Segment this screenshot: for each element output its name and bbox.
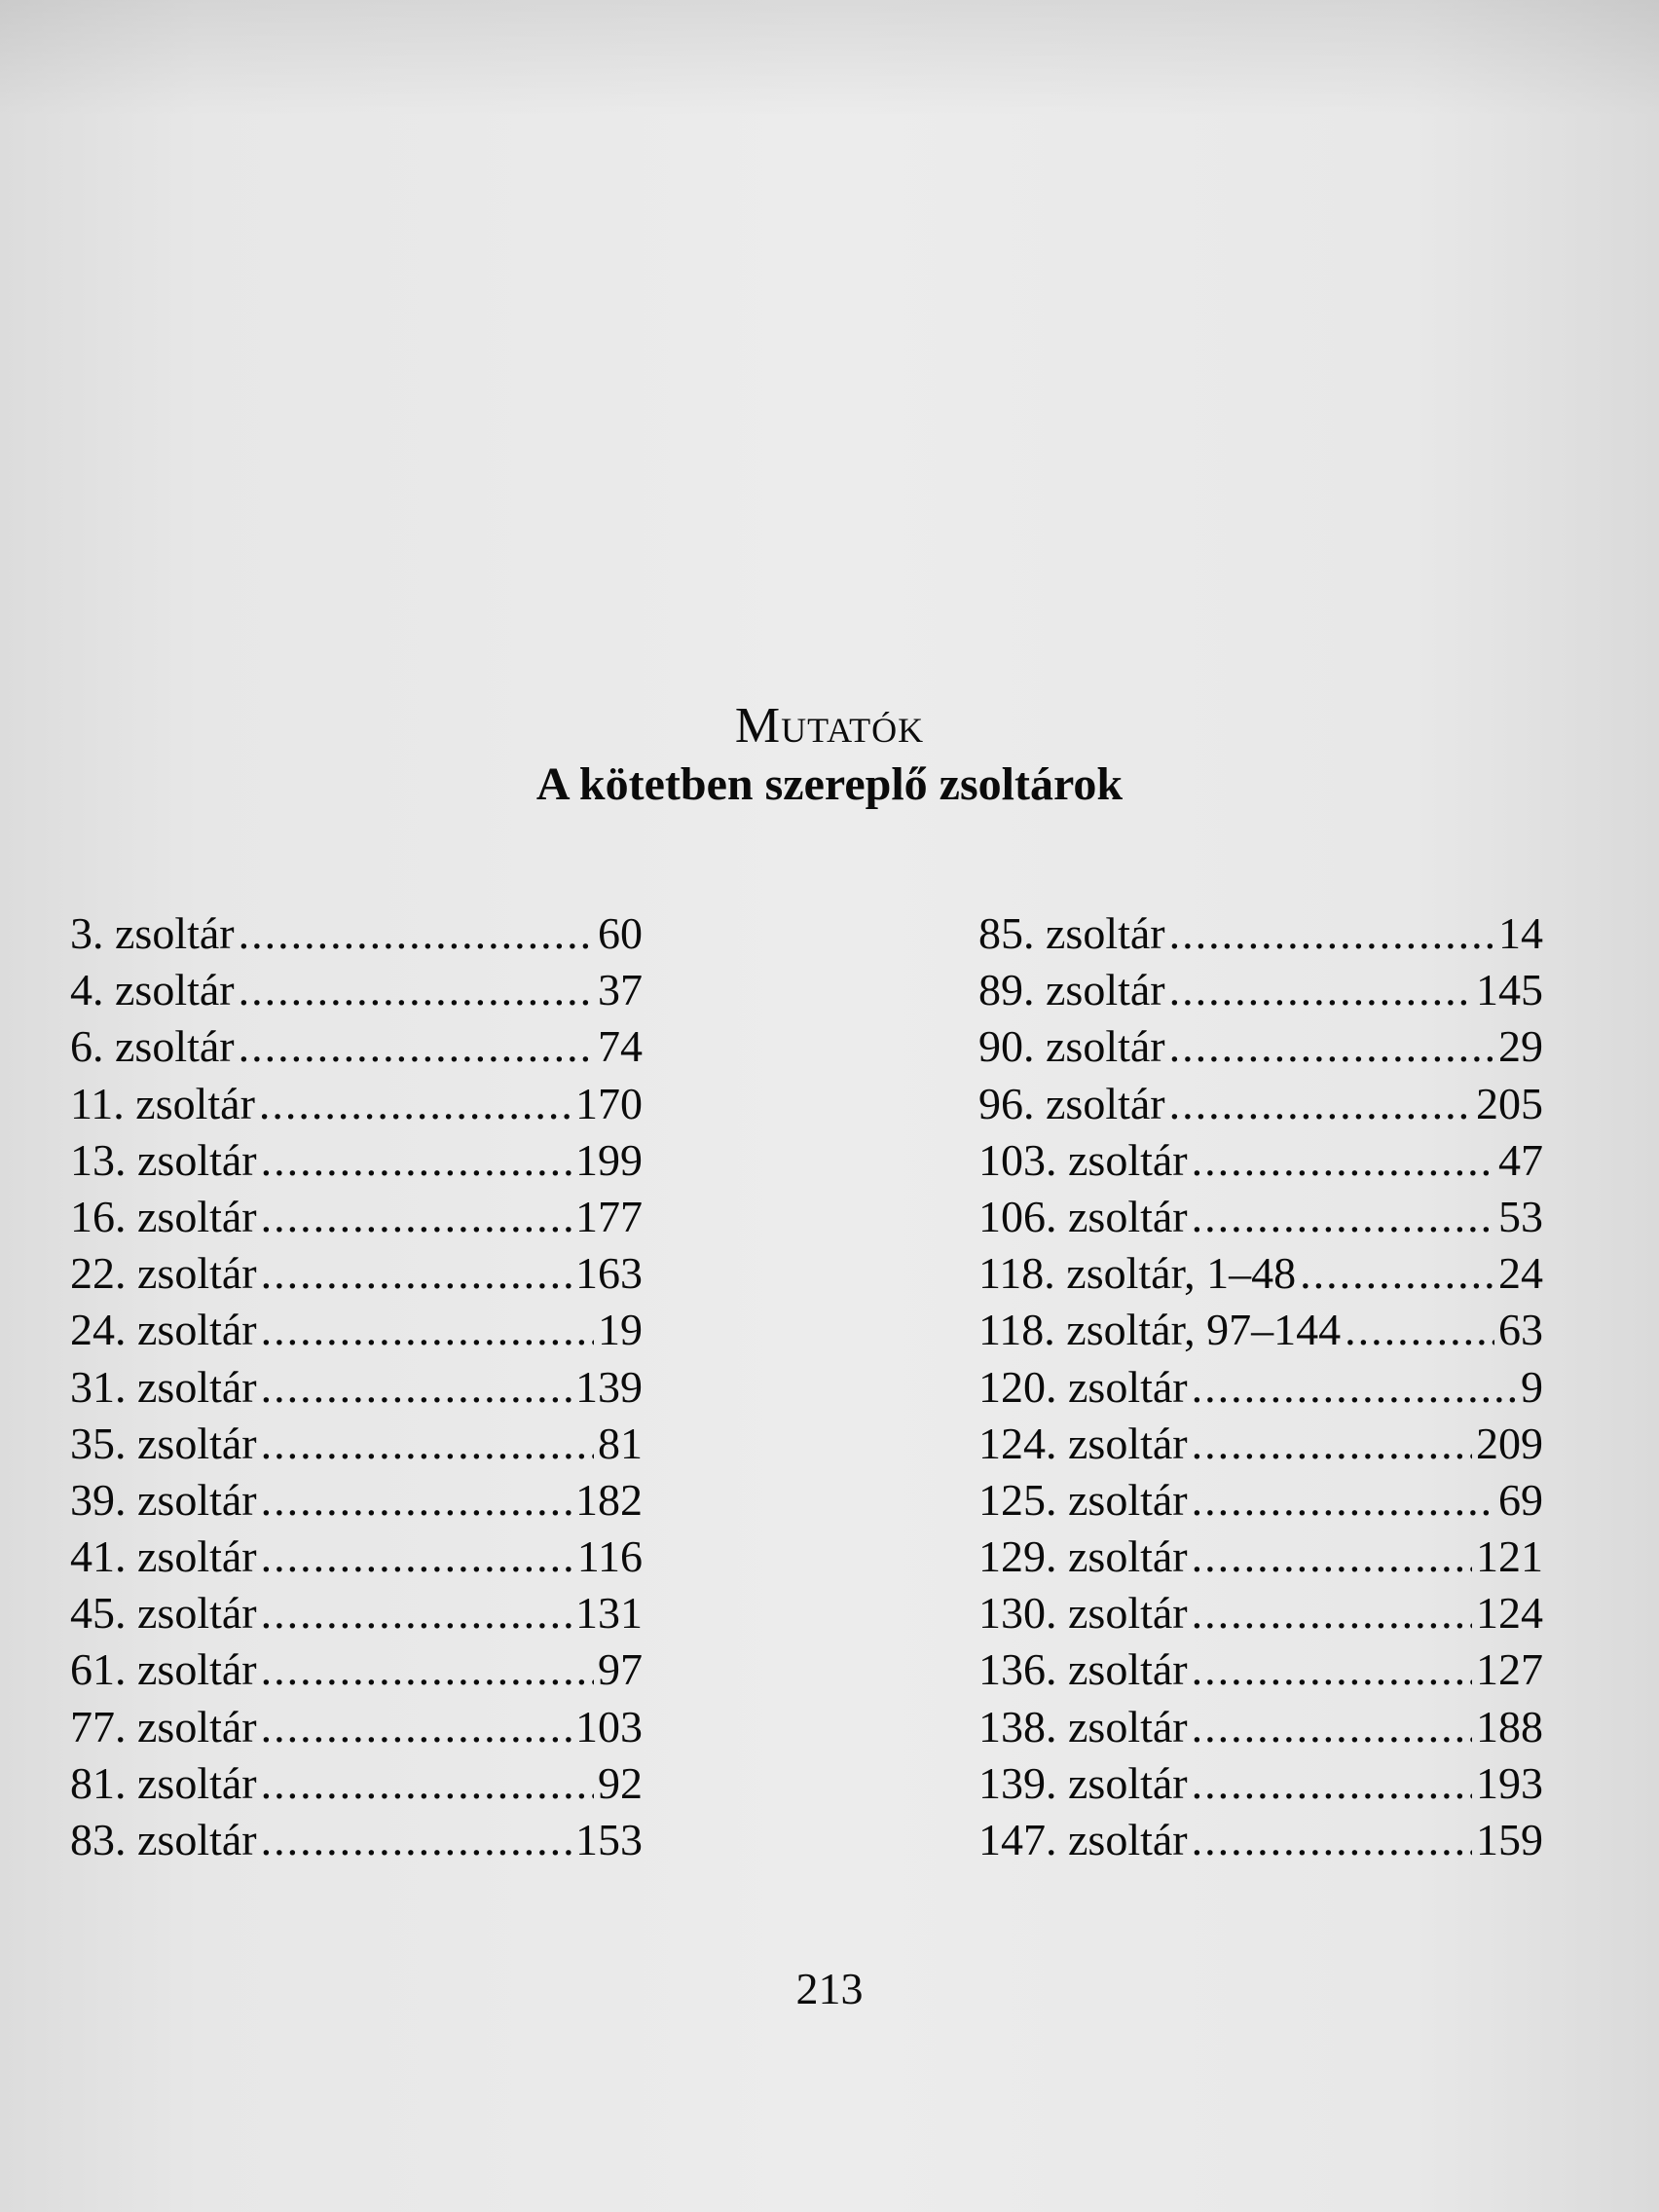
- entry-page: 37: [598, 965, 643, 1015]
- leader-dots: [1300, 1245, 1494, 1302]
- leader-dots: [1192, 1641, 1472, 1698]
- entry-page: 19: [598, 1305, 643, 1355]
- entry-page: 193: [1476, 1757, 1543, 1808]
- entry-label: 6. zsoltár: [70, 1021, 235, 1072]
- index-entry: [70, 1416, 643, 1472]
- entry-page: 81: [598, 1418, 643, 1468]
- entry-page: 188: [1476, 1701, 1543, 1751]
- entry-label: 89. zsoltár: [978, 965, 1165, 1015]
- index-entry: [978, 1076, 1543, 1132]
- index-entry: [70, 1529, 643, 1585]
- index-entry: [978, 1641, 1543, 1698]
- leader-dots: [259, 1076, 571, 1132]
- entry-page: 182: [575, 1474, 643, 1525]
- entry-page: 29: [1498, 1021, 1543, 1072]
- entry-page: 177: [575, 1191, 643, 1241]
- leader-dots: [261, 1585, 571, 1641]
- index-entry: [978, 1699, 1543, 1755]
- leader-dots: [1169, 1076, 1472, 1132]
- entry-page: 170: [575, 1078, 643, 1128]
- entry-page: 159: [1476, 1815, 1543, 1864]
- entry-label: 85. zsoltár: [978, 908, 1165, 958]
- entry-page: 209: [1476, 1418, 1543, 1468]
- entry-label: 81. zsoltár: [70, 1757, 257, 1808]
- entry-label: 125. zsoltár: [978, 1474, 1188, 1525]
- leader-dots: [1192, 1472, 1494, 1529]
- index-column-left: [70, 905, 643, 1868]
- leader-dots: [261, 1755, 594, 1812]
- index-entry: [70, 1302, 643, 1358]
- entry-label: 11. zsoltár: [70, 1078, 255, 1128]
- entry-page: 116: [576, 1531, 643, 1582]
- leader-dots: [1192, 1812, 1472, 1868]
- leader-dots: [239, 1018, 594, 1075]
- entry-page: 205: [1476, 1078, 1543, 1128]
- index-entry: [70, 1359, 643, 1416]
- leader-dots: [261, 1812, 571, 1868]
- index-entry: [978, 1812, 1543, 1868]
- leader-dots: [1192, 1585, 1472, 1641]
- leader-dots: [1192, 1132, 1494, 1189]
- index-entry: [70, 1076, 643, 1132]
- entry-label: 35. zsoltár: [70, 1418, 257, 1468]
- entry-page: 47: [1498, 1134, 1543, 1185]
- entry-label: 130. zsoltár: [978, 1588, 1188, 1639]
- entry-label: 4. zsoltár: [70, 965, 235, 1015]
- leader-dots: [239, 905, 594, 962]
- entry-page: 69: [1498, 1474, 1543, 1525]
- leader-dots: [1169, 1018, 1494, 1075]
- entry-label: 77. zsoltár: [70, 1701, 257, 1751]
- entry-label: 106. zsoltár: [978, 1191, 1188, 1241]
- entry-label: 13. zsoltár: [70, 1134, 257, 1185]
- entry-page: 60: [598, 908, 643, 958]
- page-subtitle: A kötetben szereplő zsoltárok: [535, 758, 1124, 810]
- index-entry: [978, 962, 1543, 1018]
- leader-dots: [1192, 1416, 1472, 1472]
- leader-dots: [261, 1189, 571, 1245]
- entry-label: 83. zsoltár: [70, 1815, 257, 1864]
- leader-dots: [1169, 905, 1494, 962]
- entry-label: 118. zsoltár, 97–144: [978, 1305, 1342, 1355]
- index-entry: [978, 1189, 1543, 1245]
- entry-label: 22. zsoltár: [70, 1248, 257, 1299]
- entry-label: 61. zsoltár: [70, 1644, 257, 1695]
- page-number: 213: [795, 1964, 864, 2013]
- index-entry: [70, 1641, 643, 1698]
- leader-dots: [1192, 1359, 1517, 1416]
- leader-dots: [1192, 1529, 1472, 1585]
- entry-page: 121: [1476, 1531, 1543, 1582]
- entry-page: 74: [598, 1021, 643, 1072]
- index-entry: [70, 1018, 643, 1075]
- leader-dots: [1192, 1699, 1472, 1755]
- entry-label: 124. zsoltár: [978, 1418, 1188, 1468]
- entry-page: 124: [1476, 1588, 1543, 1639]
- entry-page: 139: [575, 1361, 643, 1412]
- index-entry: [978, 1585, 1543, 1641]
- entry-page: 127: [1476, 1644, 1543, 1695]
- index-entry: [70, 1755, 643, 1812]
- entry-page: 103: [575, 1701, 643, 1751]
- index-entry: [978, 905, 1543, 962]
- page-title: Mutatók: [734, 698, 925, 754]
- index-entry: [978, 1245, 1543, 1302]
- leader-dots: [1192, 1755, 1472, 1812]
- index-entry: [70, 1699, 643, 1755]
- entry-label: 139. zsoltár: [978, 1757, 1188, 1808]
- entry-label: 3. zsoltár: [70, 908, 235, 958]
- entry-label: 129. zsoltár: [978, 1531, 1188, 1582]
- leader-dots: [1345, 1302, 1494, 1358]
- entry-page: 9: [1521, 1361, 1543, 1412]
- entry-page: 199: [575, 1134, 643, 1185]
- index-entry: [70, 905, 643, 962]
- entry-page: 24: [1498, 1248, 1543, 1299]
- entry-page: 63: [1498, 1305, 1543, 1355]
- index-entry: [70, 1585, 643, 1641]
- entry-page: 163: [575, 1248, 643, 1299]
- leader-dots: [261, 1472, 571, 1529]
- entry-page: 97: [598, 1644, 643, 1695]
- entry-label: 16. zsoltár: [70, 1191, 257, 1241]
- leader-dots: [261, 1245, 571, 1302]
- page-top-shadow: [0, 0, 1659, 117]
- entry-label: 90. zsoltár: [978, 1021, 1165, 1072]
- index-entry: [978, 1018, 1543, 1075]
- entry-label: 31. zsoltár: [70, 1361, 257, 1412]
- index-entry: [70, 1472, 643, 1529]
- leader-dots: [1169, 962, 1472, 1018]
- index-entry: [978, 1359, 1543, 1416]
- entry-label: 147. zsoltár: [978, 1815, 1188, 1864]
- leader-dots: [261, 1132, 571, 1189]
- entry-page: 145: [1476, 965, 1543, 1015]
- index-entry: [978, 1529, 1543, 1585]
- index-entry: [978, 1132, 1543, 1189]
- leader-dots: [239, 962, 594, 1018]
- entry-label: 138. zsoltár: [978, 1701, 1188, 1751]
- index-entry: [978, 1302, 1543, 1358]
- index-entry: [978, 1472, 1543, 1529]
- entry-page: 92: [598, 1757, 643, 1808]
- entry-label: 120. zsoltár: [978, 1361, 1188, 1412]
- index-entry: [978, 1416, 1543, 1472]
- entry-label: 136. zsoltár: [978, 1644, 1188, 1695]
- entry-label: 45. zsoltár: [70, 1588, 257, 1639]
- index-entry: [70, 1245, 643, 1302]
- leader-dots: [261, 1302, 594, 1358]
- leader-dots: [261, 1416, 594, 1472]
- index-entry: [70, 962, 643, 1018]
- index-column-right: [978, 905, 1543, 1868]
- entry-page: 153: [575, 1815, 643, 1864]
- entry-label: 103. zsoltár: [978, 1134, 1188, 1185]
- index-entry: [70, 1189, 643, 1245]
- leader-dots: [1192, 1189, 1494, 1245]
- entry-label: 39. zsoltár: [70, 1474, 257, 1525]
- leader-dots: [261, 1641, 594, 1698]
- leader-dots: [261, 1359, 571, 1416]
- entry-label: 96. zsoltár: [978, 1078, 1165, 1128]
- entry-page: 131: [575, 1588, 643, 1639]
- leader-dots: [261, 1699, 571, 1755]
- entry-label: 41. zsoltár: [70, 1531, 257, 1582]
- index-entry: [70, 1132, 643, 1189]
- index-entry: [70, 1812, 643, 1868]
- entry-page: 14: [1498, 908, 1543, 958]
- entry-label: 118. zsoltár, 1–48: [978, 1248, 1297, 1299]
- leader-dots: [261, 1529, 573, 1585]
- entry-page: 53: [1498, 1191, 1543, 1241]
- index-entry: [978, 1755, 1543, 1812]
- entry-label: 24. zsoltár: [70, 1305, 257, 1355]
